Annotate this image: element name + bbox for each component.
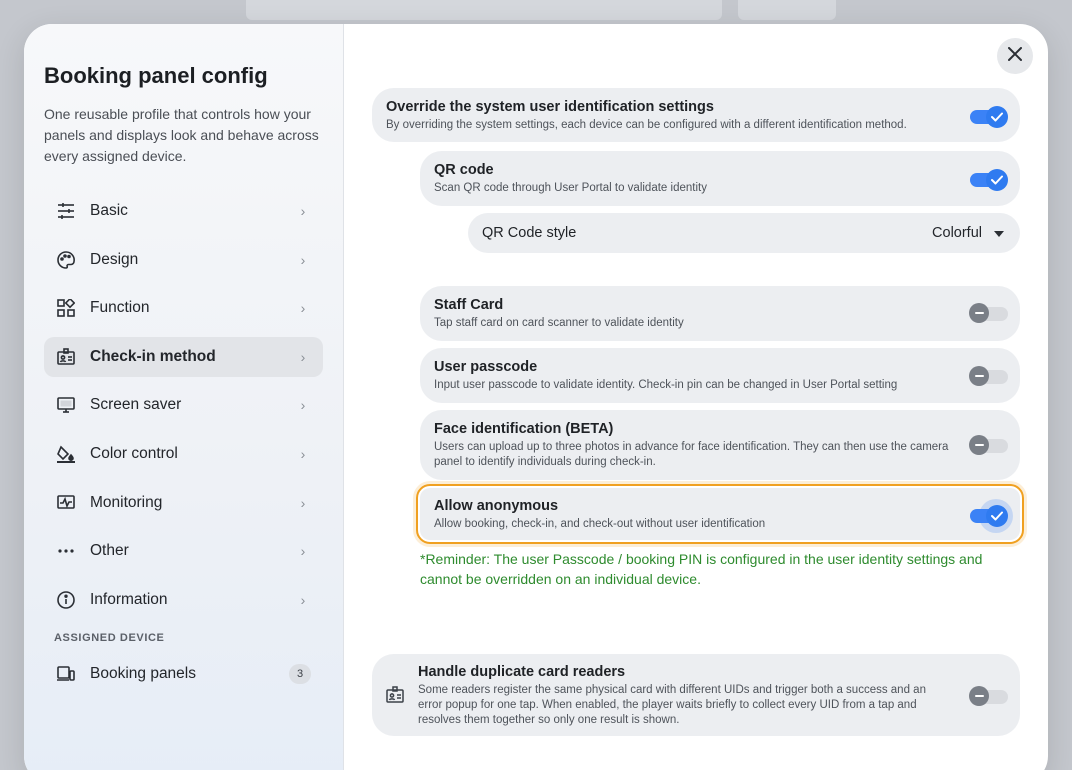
caret-down-icon bbox=[994, 224, 1004, 242]
devices-icon bbox=[56, 664, 76, 684]
chevron-right-icon: › bbox=[300, 591, 306, 608]
toggle-off-knob bbox=[969, 366, 989, 386]
user-passcode-subtitle: Input user passcode to validate identity. Check-in pin can be changed in User Portal setting bbox=[434, 379, 898, 391]
device-count-badge: 3 bbox=[289, 664, 311, 684]
sidebar-item-label: Information bbox=[90, 590, 168, 608]
allow-anonymous-subtitle: Allow booking, check-in, and check-out without user identification bbox=[434, 517, 766, 530]
sidebar-item-label: Color control bbox=[90, 444, 178, 462]
allow-anonymous-title: Allow anonymous bbox=[434, 497, 559, 514]
sidebar-item-color-control[interactable] bbox=[44, 434, 323, 474]
override-title: Override the system user identification settings bbox=[386, 98, 714, 115]
toggle-off-knob bbox=[969, 686, 989, 706]
background-chip bbox=[738, 0, 836, 20]
sidebar bbox=[24, 24, 344, 770]
sidebar-item-label: Screen saver bbox=[90, 396, 182, 414]
user-passcode-card bbox=[420, 348, 1020, 403]
close-button[interactable] bbox=[997, 38, 1033, 74]
staff-card-subtitle: Tap staff card on card scanner to validate identity bbox=[434, 317, 684, 329]
chevron-right-icon: › bbox=[300, 445, 306, 462]
sidebar-item-function[interactable] bbox=[44, 288, 323, 328]
staff-card-card bbox=[420, 286, 1020, 341]
chevron-right-icon: › bbox=[300, 543, 306, 560]
face-id-title: Face identification (BETA) bbox=[434, 421, 614, 437]
chevron-right-icon: › bbox=[300, 251, 306, 268]
qr-code-card bbox=[420, 151, 1020, 206]
paint-bucket-icon bbox=[56, 444, 76, 464]
face-id-card bbox=[420, 410, 1020, 480]
toggle-off-knob bbox=[969, 435, 989, 455]
close-icon bbox=[1008, 47, 1022, 66]
sidebar-item-label: Check-in method bbox=[90, 347, 216, 365]
duplicate-readers-title: Handle duplicate card readers bbox=[418, 663, 626, 680]
main-panel bbox=[344, 24, 1048, 770]
allow-anonymous-toggle[interactable] bbox=[970, 509, 1006, 523]
sidebar-item-screen-saver[interactable] bbox=[44, 385, 323, 425]
chevron-right-icon: › bbox=[300, 494, 306, 511]
assigned-device-booking-panels[interactable] bbox=[44, 656, 323, 692]
qr-style-label: QR Code style bbox=[482, 225, 577, 241]
qr-code-title: QR code bbox=[434, 162, 494, 178]
reminder-text: *Reminder: The user Passcode / booking PIN is configured in the user identity settings and cannot be overridden on an individual device. bbox=[420, 551, 983, 587]
sidebar-nav bbox=[44, 191, 323, 620]
assigned-device-label: Booking panels bbox=[90, 664, 196, 682]
check-icon bbox=[986, 505, 1008, 527]
sliders-icon bbox=[56, 201, 76, 221]
more-icon bbox=[56, 541, 76, 561]
sidebar-item-label: Basic bbox=[90, 202, 128, 219]
face-id-toggle[interactable] bbox=[972, 439, 1008, 453]
chevron-right-icon: › bbox=[300, 300, 306, 317]
palette-icon bbox=[56, 250, 76, 270]
sidebar-item-monitoring[interactable] bbox=[44, 483, 323, 523]
chevron-right-icon: › bbox=[300, 203, 306, 219]
override-subtitle: By overriding the system settings, each device can be configured with a different identification method. bbox=[386, 118, 907, 131]
duplicate-readers-card bbox=[372, 654, 1020, 736]
face-id-subtitle: Users can upload up to three photos in advance for face identification. They can then use the camera panel to identify individuals during check-in. bbox=[434, 441, 949, 468]
config-modal bbox=[24, 24, 1048, 770]
staff-card-toggle[interactable] bbox=[972, 307, 1008, 321]
override-toggle[interactable] bbox=[970, 110, 1006, 124]
sidebar-item-label: Design bbox=[90, 250, 139, 268]
background-search-bar bbox=[246, 0, 722, 20]
chevron-right-icon: › bbox=[300, 348, 306, 365]
badge-icon bbox=[56, 347, 76, 367]
info-icon bbox=[56, 590, 76, 610]
sidebar-item-check-in-method[interactable] bbox=[44, 337, 323, 377]
sidebar-item-basic[interactable] bbox=[44, 191, 323, 231]
sidebar-item-information[interactable] bbox=[44, 580, 323, 620]
assigned-device-heading: ASSIGNED DEVICE bbox=[54, 631, 165, 644]
qr-style-select[interactable] bbox=[468, 213, 1020, 253]
sidebar-item-label: Other bbox=[90, 542, 129, 560]
sidebar-item-label: Monitoring bbox=[90, 493, 163, 511]
sidebar-item-design[interactable] bbox=[44, 240, 323, 280]
sidebar-item-other[interactable] bbox=[44, 531, 323, 571]
staff-card-title: Staff Card bbox=[434, 297, 504, 313]
toggle-off-knob bbox=[969, 303, 989, 323]
override-card bbox=[372, 88, 1020, 142]
qr-code-toggle[interactable] bbox=[970, 173, 1006, 187]
modal-title: Booking panel config bbox=[44, 63, 268, 88]
check-icon bbox=[986, 169, 1008, 191]
user-passcode-title: User passcode bbox=[434, 359, 538, 375]
chevron-right-icon: › bbox=[300, 397, 306, 414]
user-passcode-toggle[interactable] bbox=[972, 370, 1008, 384]
monitor-icon bbox=[56, 395, 76, 415]
widgets-icon bbox=[56, 298, 76, 318]
monitoring-icon bbox=[56, 493, 76, 513]
allow-anonymous-card bbox=[420, 488, 1020, 540]
badge-icon bbox=[386, 686, 404, 704]
duplicate-readers-toggle[interactable] bbox=[972, 690, 1008, 704]
qr-style-value: Colorful bbox=[932, 225, 982, 241]
qr-code-subtitle: Scan QR code through User Portal to validate identity bbox=[434, 182, 707, 194]
sidebar-item-label: Function bbox=[90, 299, 150, 317]
duplicate-readers-subtitle: Some readers register the same physical card with different UIDs and trigger both a success and an error popup for one tap. When enabled, the player waits briefly to collect every UID from a tap and resolves them together so only one result is shown. bbox=[418, 683, 926, 726]
check-icon bbox=[986, 106, 1008, 128]
modal-description: One reusable profile that controls how your panels and displays look and behave across every assigned device. bbox=[44, 106, 319, 164]
